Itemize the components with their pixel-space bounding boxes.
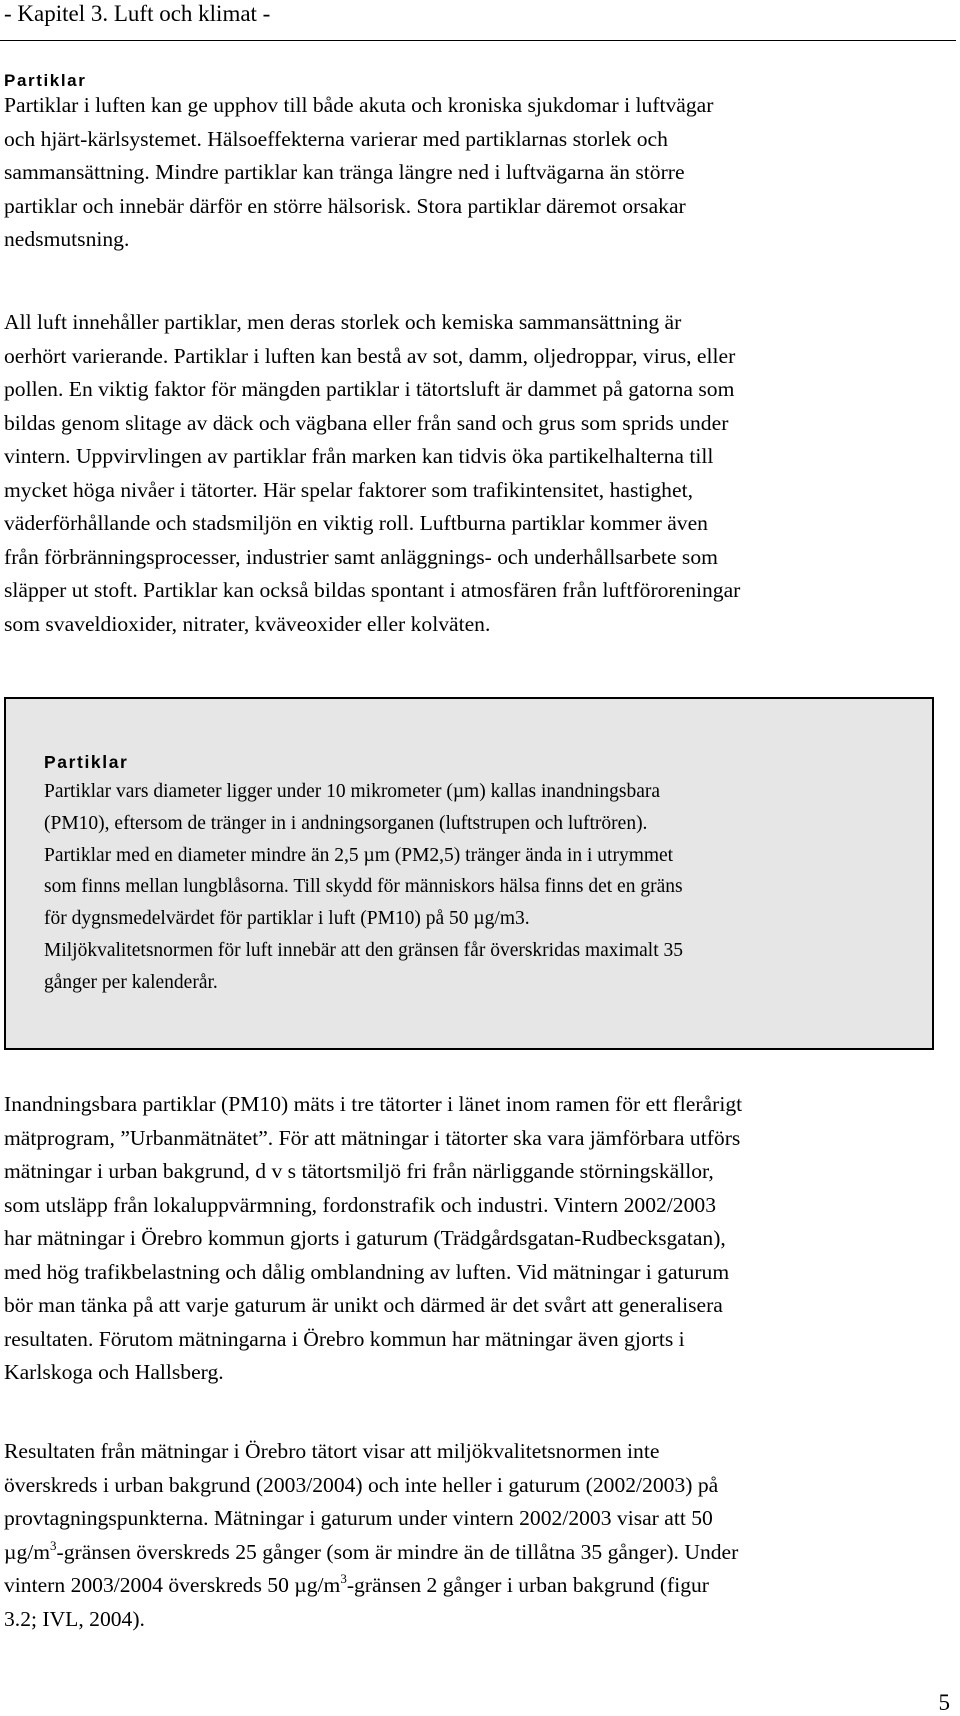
- text-line: (PM10), eftersom de tränger in i andningsorganen (luftstrupen och luftrören).: [44, 812, 648, 834]
- superscript: 3: [50, 1537, 57, 1553]
- text-fragment: -gränsen överskreds 25 gånger (som är mindre än de tillåtna 35 gånger). Under: [56, 1539, 739, 1564]
- text-line: mätningar i urban bakgrund, d v s tätortsmiljö fri från närliggande störningskällor,: [4, 1159, 714, 1183]
- text-line: All luft innehåller partiklar, men deras storlek och kemiska sammansättning är: [4, 310, 682, 334]
- text-line: som utsläpp från lokaluppvärmning, fordonstrafik och industri. Vintern 2002/2003: [4, 1192, 716, 1217]
- section-heading: Partiklar: [4, 71, 87, 90]
- text-line: Resultaten från mätningar i Örebro tätort visar att miljökvalitetsnormen inte: [4, 1439, 660, 1463]
- paragraph-intro: [4, 89, 713, 257]
- text-line: provtagningspunkterna. Mätningar i gaturum under vintern 2002/2003 visar att 50: [4, 1506, 713, 1530]
- text-line: som svaveldioxider, nitrater, kväveoxider eller kolväten.: [4, 611, 491, 636]
- text-line: Karlskoga och Hallsberg.: [4, 1360, 224, 1384]
- paragraph-results: [4, 1435, 738, 1636]
- text-line: släpper ut stoft. Partiklar kan också bildas spontant i atmosfären från luftföroreningar: [4, 578, 741, 602]
- text-line: har mätningar i Örebro kommun gjorts i gaturum (Trädgårdsgatan-Rudbecksgatan),: [4, 1226, 726, 1250]
- text-line: Partiklar i luften kan ge upphov till både akuta och kroniska sjukdomar i luftvägar: [4, 93, 714, 117]
- text-fragment: µg/m: [4, 1539, 51, 1564]
- info-box-text: [44, 776, 683, 999]
- text-line: med hög trafikbelastning och dålig omblandning av luften. Vid mätningar i gaturum: [4, 1259, 730, 1284]
- paragraph-measurement-program: [4, 1088, 742, 1390]
- info-box-heading: Partiklar: [44, 752, 129, 772]
- text-line: bör man tänka på att varje gaturum är unikt och därmed är det svårt att generalisera: [4, 1293, 723, 1317]
- text-line: som finns mellan lungblåsorna. Till skydd för människors hälsa finns det en gräns: [44, 876, 683, 898]
- text-line: oerhört varierande. Partiklar i luften kan bestå av sot, damm, oljedroppar, virus, eller: [4, 343, 736, 368]
- text-line: pollen. En viktig faktor för mängden partiklar i tätortsluft är dammet på gatorna som: [4, 377, 735, 401]
- text-line: från förbränningsprocesser, industrier samt anläggnings- och underhållsarbete som: [4, 544, 718, 569]
- chapter-header: [0, 0, 956, 41]
- chapter-title: - Kapitel 3. Luft och klimat -: [4, 1, 271, 26]
- info-box: [4, 697, 934, 1050]
- text-line: resultaten. Förutom mätningarna i Örebro kommun har mätningar även gjorts i: [4, 1326, 685, 1351]
- text-line-with-superscript: [4, 1569, 738, 1603]
- text-line-with-superscript: [4, 1536, 738, 1570]
- text-line: Partiklar med en diameter mindre än 2,5 µm (PM2,5) tränger ända in i utrymmet: [44, 844, 674, 866]
- text-line: Miljökvalitetsnormen för luft innebär att den gränsen får överskridas maximalt 35: [44, 939, 683, 961]
- text-line: mätprogram, ”Urbanmätnätet”. För att mätningar i tätorter ska vara jämförbara utförs: [4, 1125, 741, 1150]
- text-fragment: -gränsen 2 gånger i urban bakgrund (figur: [346, 1573, 709, 1597]
- text-line: nedsmutsning.: [4, 227, 130, 251]
- text-line: och hjärt-kärlsystemet. Hälsoeffekterna varierar med partiklarnas storlek och: [4, 126, 668, 151]
- superscript: 3: [340, 1571, 347, 1586]
- page-number: 5: [938, 1690, 950, 1715]
- text-fragment: vintern 2003/2004 överskreds 50 µg/m: [4, 1573, 341, 1597]
- text-line: vintern. Uppvirvlingen av partiklar från marken kan tidvis öka partikelhalterna till: [4, 444, 714, 468]
- text-line: partiklar och innebär därför en större hälsorisk. Stora partiklar däremot orsakar: [4, 193, 686, 218]
- text-line: sammansättning. Mindre partiklar kan tränga längre ned i luftvägarna än större: [4, 160, 685, 184]
- text-line: gånger per kalenderår.: [44, 971, 218, 993]
- text-line: mycket höga nivåer i tätorter. Här spelar faktorer som trafikintensitet, hastighet,: [4, 477, 693, 502]
- paragraph-sources: [4, 306, 740, 641]
- text-line: överskreds i urban bakgrund (2003/2004) och inte heller i gaturum (2002/2003) på: [4, 1472, 719, 1497]
- text-line: väderförhållande och stadsmiljön en viktig roll. Luftburna partiklar kommer även: [4, 511, 708, 535]
- text-line: Partiklar vars diameter ligger under 10 mikrometer (µm) kallas inandningsbara: [44, 781, 661, 802]
- text-line: 3.2; IVL, 2004).: [4, 1606, 145, 1631]
- text-line: Inandningsbara partiklar (PM10) mäts i tre tätorter i länet inom ramen för ett flerårigt: [4, 1092, 743, 1116]
- text-line: bildas genom slitage av däck och vägbana eller från sand och grus som sprids under: [4, 410, 729, 435]
- text-line: för dygnsmedelvärdet för partiklar i luft (PM10) på 50 µg/m3.: [44, 908, 530, 930]
